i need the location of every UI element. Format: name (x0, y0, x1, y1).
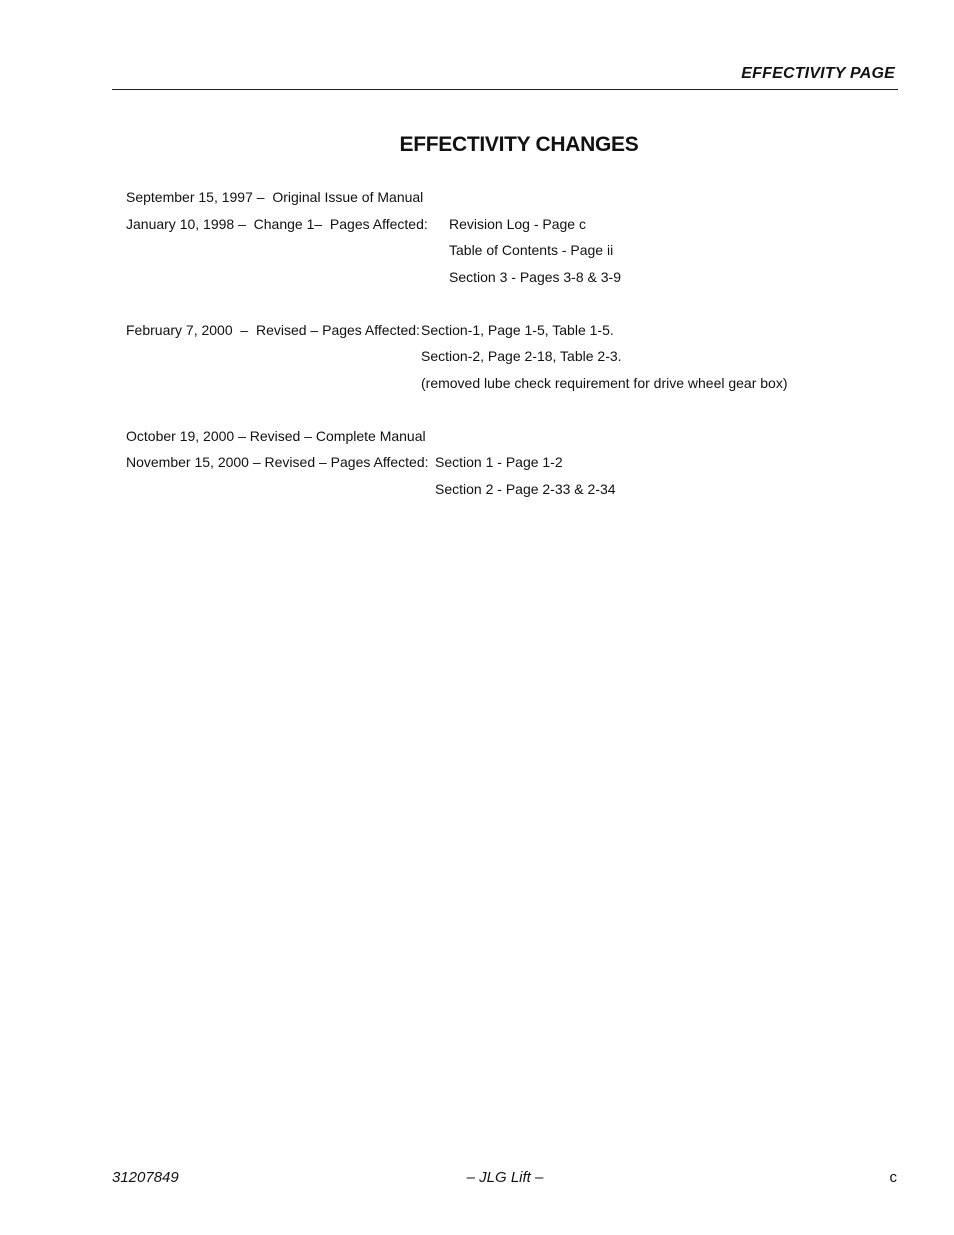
entry-nov-2000-page: Section 1 - Page 1-2 (435, 454, 563, 470)
entry-change-1-page: Table of Contents - Page ii (449, 242, 614, 258)
page-title: EFFECTIVITY CHANGES (399, 133, 639, 156)
footer-doc-number: 31207849 (112, 1169, 179, 1186)
entry-feb-2000-note: (removed lube check requirement for drive wheel gear box) (421, 375, 788, 391)
entry-change-1-page: Section 3 - Pages 3-8 & 3-9 (449, 269, 621, 285)
entry-oct-2000: October 19, 2000 – Revised – Complete Manual (126, 428, 426, 444)
entry-feb-2000-page: Section-2, Page 2-18, Table 2-3. (421, 348, 622, 364)
entry-feb-2000-lead: February 7, 2000 – Revised – Pages Affected: (126, 322, 420, 338)
entry-original-issue: September 15, 1997 – Original Issue of Manual (126, 189, 424, 205)
entry-feb-2000-page: Section-1, Page 1-5, Table 1-5. (421, 322, 614, 338)
header-label: EFFECTIVITY PAGE (741, 65, 895, 82)
entry-change-1-page: Revision Log - Page c (449, 216, 586, 232)
footer-brand: – JLG Lift – (466, 1169, 544, 1186)
entry-nov-2000-lead: November 15, 2000 – Revised – Pages Affected: (126, 454, 429, 470)
header-rule (112, 89, 898, 90)
entry-nov-2000-page: Section 2 - Page 2-33 & 2-34 (435, 481, 616, 497)
footer-page-number: c (889, 1169, 897, 1186)
entry-change-1-lead: January 10, 1998 – Change 1– Pages Affected: (126, 216, 428, 232)
